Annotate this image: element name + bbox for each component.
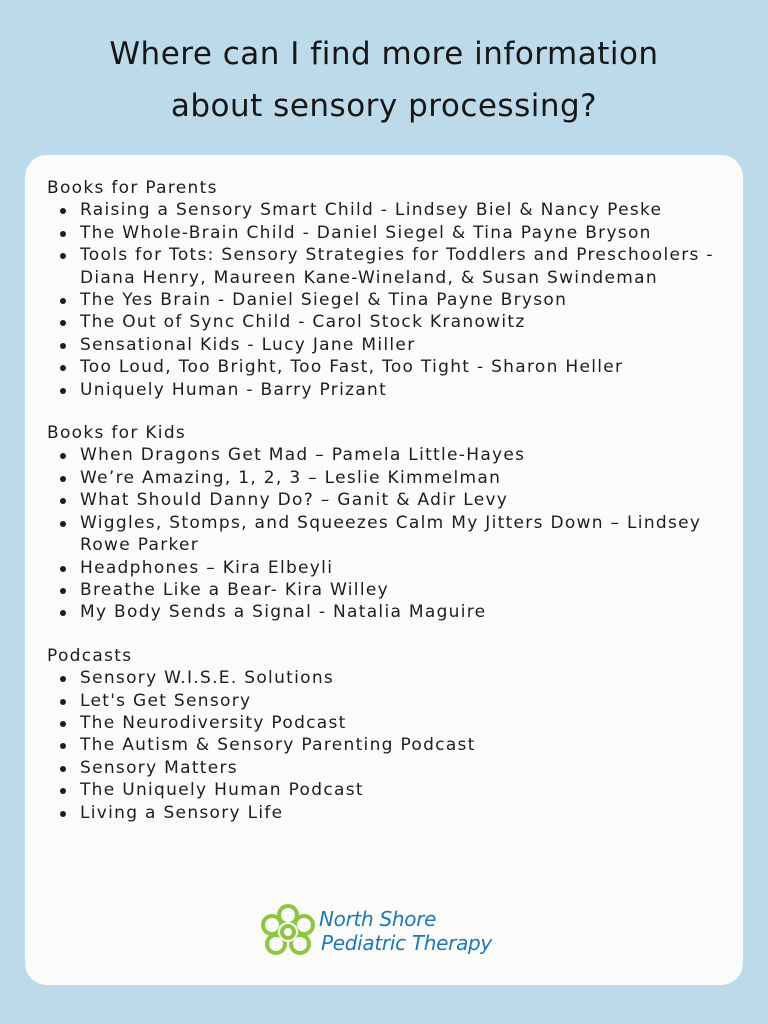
section-heading: Podcasts [47, 645, 133, 666]
page-title [0, 28, 768, 132]
north-shore-logo [259, 903, 509, 973]
logo-text [319, 907, 492, 955]
list-item: Uniquely Human - Barry Prizant [80, 379, 727, 401]
book-list [47, 444, 727, 623]
list-item: Headphones – Kira Elbeyli [80, 557, 727, 579]
podcast-list [47, 667, 727, 824]
list-item: The Out of Sync Child - Carol Stock Kranowitz [80, 311, 727, 333]
flower-icon [259, 903, 317, 965]
list-item: The Yes Brain - Daniel Siegel & Tina Payne Bryson [80, 289, 727, 311]
list-item: The Whole-Brain Child - Daniel Siegel & Tina Payne Bryson [80, 222, 727, 244]
list-item: The Autism & Sensory Parenting Podcast [80, 734, 727, 756]
list-item: Sensational Kids - Lucy Jane Miller [80, 334, 727, 356]
section-heading: Books for Kids [47, 423, 187, 444]
list-item: Raising a Sensory Smart Child - Lindsey Biel & Nancy Peske [80, 199, 727, 221]
page-title-line-2: about sensory processing? [170, 88, 598, 124]
list-item: Living a Sensory Life [80, 802, 727, 824]
logo-line-2: Pediatric Therapy [321, 931, 492, 955]
list-item: Breathe Like a Bear- Kira Willey [80, 579, 727, 601]
resource-card [25, 155, 743, 985]
list-item: When Dragons Get Mad – Pamela Little-Hayes [80, 444, 727, 466]
list-item: We’re Amazing, 1, 2, 3 – Leslie Kimmelman [80, 467, 727, 489]
list-item: Too Loud, Too Bright, Too Fast, Too Tight - Sharon Heller [80, 356, 727, 378]
resource-list [47, 177, 727, 845]
list-item: Tools for Tots: Sensory Strategies for Toddlers and Preschoolers - Diana Henry, Maureen Kane-Wineland, & Susan Swindeman [80, 244, 727, 289]
list-item: Let's Get Sensory [80, 690, 727, 712]
list-item: The Neurodiversity Podcast [80, 712, 727, 734]
list-item: Sensory W.I.S.E. Solutions [80, 667, 727, 689]
list-item: What Should Danny Do? – Ganit & Adir Levy [80, 489, 727, 511]
section-books-for-parents [47, 177, 727, 401]
section-books-for-kids [47, 422, 727, 624]
list-item: My Body Sends a Signal - Natalia Maguire [80, 601, 727, 623]
list-item: Wiggles, Stomps, and Squeezes Calm My Jitters Down – Lindsey Rowe Parker [80, 512, 727, 557]
list-item: Sensory Matters [80, 757, 727, 779]
logo-line-1: North Shore [319, 907, 437, 931]
section-heading: Books for Parents [47, 178, 218, 198]
list-item: The Uniquely Human Podcast [80, 779, 727, 801]
page-title-line-1: Where can I find more information [109, 36, 659, 72]
section-podcasts [47, 645, 727, 824]
book-list [47, 199, 727, 401]
